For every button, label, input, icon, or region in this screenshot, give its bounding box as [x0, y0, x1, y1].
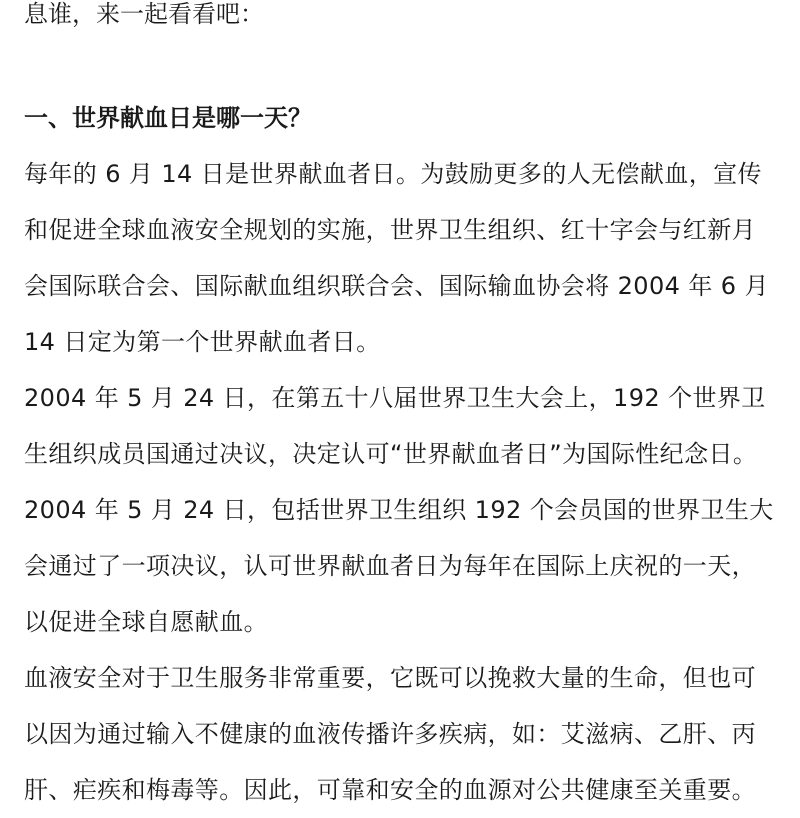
- paragraph-line: 血液安全对于卫生服务非常重要，它既可以挽救大量的生命，但也可: [24, 664, 756, 692]
- section-heading: 一、世界献血日是哪一天？: [24, 104, 312, 132]
- paragraph-line: 以促进全球自愿献血。: [24, 608, 268, 636]
- paragraph-line: 生组织成员国通过决议，决定认可“世界献血者日”为国际性纪念日。: [24, 440, 758, 468]
- article-body: [24, 0, 780, 818]
- paragraph-line: 以因为通过输入不健康的血液传播许多疾病，如：艾滋病、乙肝、丙: [24, 720, 756, 748]
- paragraph-line: 会通过了一项决议，认可世界献血者日为每年在国际上庆祝的一天，: [24, 552, 756, 580]
- section-paragraphs: [24, 146, 780, 818]
- paragraph-line: 2004 年 5 月 24 日，包括世界卫生组织 192 个会员国的世界卫生大: [24, 496, 774, 524]
- paragraph-line: 2004 年 5 月 24 日，在第五十八届世界卫生大会上，192 个世界卫: [24, 384, 766, 412]
- intro-text-tail: 息谁，来一起看看吧：: [24, 0, 264, 28]
- paragraph-line: 每年的 6 月 14 日是世界献血者日。为鼓励更多的人无偿献血，宣传: [24, 160, 762, 188]
- paragraph-line: 14 日定为第一个世界献血者日。: [24, 328, 381, 356]
- paragraph-line: 和促进全球血液安全规划的实施，世界卫生组织、红十字会与红新月: [24, 216, 756, 244]
- paragraph-line: 会国际联合会、国际献血组织联合会、国际输血协会将 2004 年 6 月: [24, 272, 769, 300]
- paragraph-line: 肝、疟疾和梅毒等。因此，可靠和安全的血源对公共健康至关重要。: [24, 776, 756, 804]
